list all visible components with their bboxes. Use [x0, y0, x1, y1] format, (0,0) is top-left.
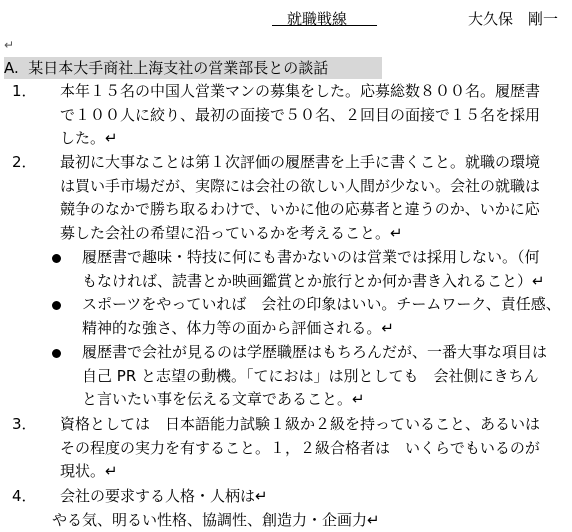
item-2-line: 募した会社の希望に沿っているかを考えること。↵ — [60, 223, 403, 242]
bullet-1-line: もなければ、読書とか映画鑑賞とか旅行とか何か書き入れること）↵ — [82, 271, 545, 290]
bullet-dot — [52, 254, 61, 263]
paragraph-mark: ↵ — [4, 38, 15, 52]
item-2-text — [60, 151, 572, 245]
item-1-text — [60, 80, 572, 151]
bullet-dot — [52, 301, 61, 310]
item-number-3: 3． — [12, 415, 37, 433]
bullet-1-line: 履歴書で趣味・特技に何にも書かないのは営業では採用しない。（何 — [82, 248, 540, 266]
bullet-3-line: 履歴書で会社が見るのは学歴職歴はもちろんだが、一番大事な項目は — [82, 343, 548, 361]
bullet-dot — [52, 349, 61, 358]
item-3-line: 現状。↵ — [60, 462, 118, 480]
bullet-3-line: 自己 PR と志望の動機。「てにおは」は別としても 会社側にきちん — [82, 366, 539, 385]
item-number-1: 1． — [12, 82, 37, 100]
item-4-line: 会社の要求する人格・人柄は↵ — [60, 487, 268, 505]
item-number-4: 4． — [12, 487, 37, 505]
bullet-2-text — [82, 293, 570, 340]
document-title: 就職戦線 — [272, 10, 378, 28]
item-3-line: その程度の実力を有すること。１，２級合格者は いくらでもいるのが — [60, 438, 540, 457]
bullet-3-line: と言いたい事を伝える文章であること。↵ — [82, 390, 365, 408]
item-2-line: は買い手市場だが、実際には会社の欲しい人間が少ない。会社の就職は — [60, 176, 541, 195]
item-1-line: した。↵ — [60, 129, 118, 147]
bullet-2-line: 精神的な強さ、体力等の面から評価される。↵ — [82, 318, 394, 337]
item-4-text — [52, 485, 572, 532]
bullet-1-text — [82, 246, 570, 293]
author-name: 大久保 剛一 — [468, 10, 559, 28]
bullet-2-line: スポーツをやっていれば 会社の印象はいい。チームワーク、責任感、 — [82, 295, 561, 313]
section-heading: A. 某日本大手商社上海支社の営業部長との談話 — [4, 57, 382, 79]
item-2-line: 競争のなかで勝ち取るわけで、いかに他の応募者と違うのか、いかに応 — [60, 200, 540, 218]
item-3-text — [60, 413, 572, 484]
item-number-2: 2． — [12, 153, 37, 171]
item-4-line: やる気、明るい性格、協調性、創造力・企画力↵ — [52, 510, 380, 529]
item-1-line: 本年１５名の中国人営業マンの募集をした。応募総数８００名。履歴書 — [60, 82, 541, 100]
bullet-3-text — [82, 341, 570, 412]
item-3-line: 資格としては 日本語能力試験１級か２級を持っていること、あるいは — [60, 415, 541, 433]
item-2-line: 最初に大事なことは第１次評価の履歴書を上手に書くこと。就職の環境 — [60, 153, 541, 171]
item-1-line: で１００人に絞り、最初の面接で５０名、２回目の面接で１５名を採用 — [60, 105, 541, 124]
